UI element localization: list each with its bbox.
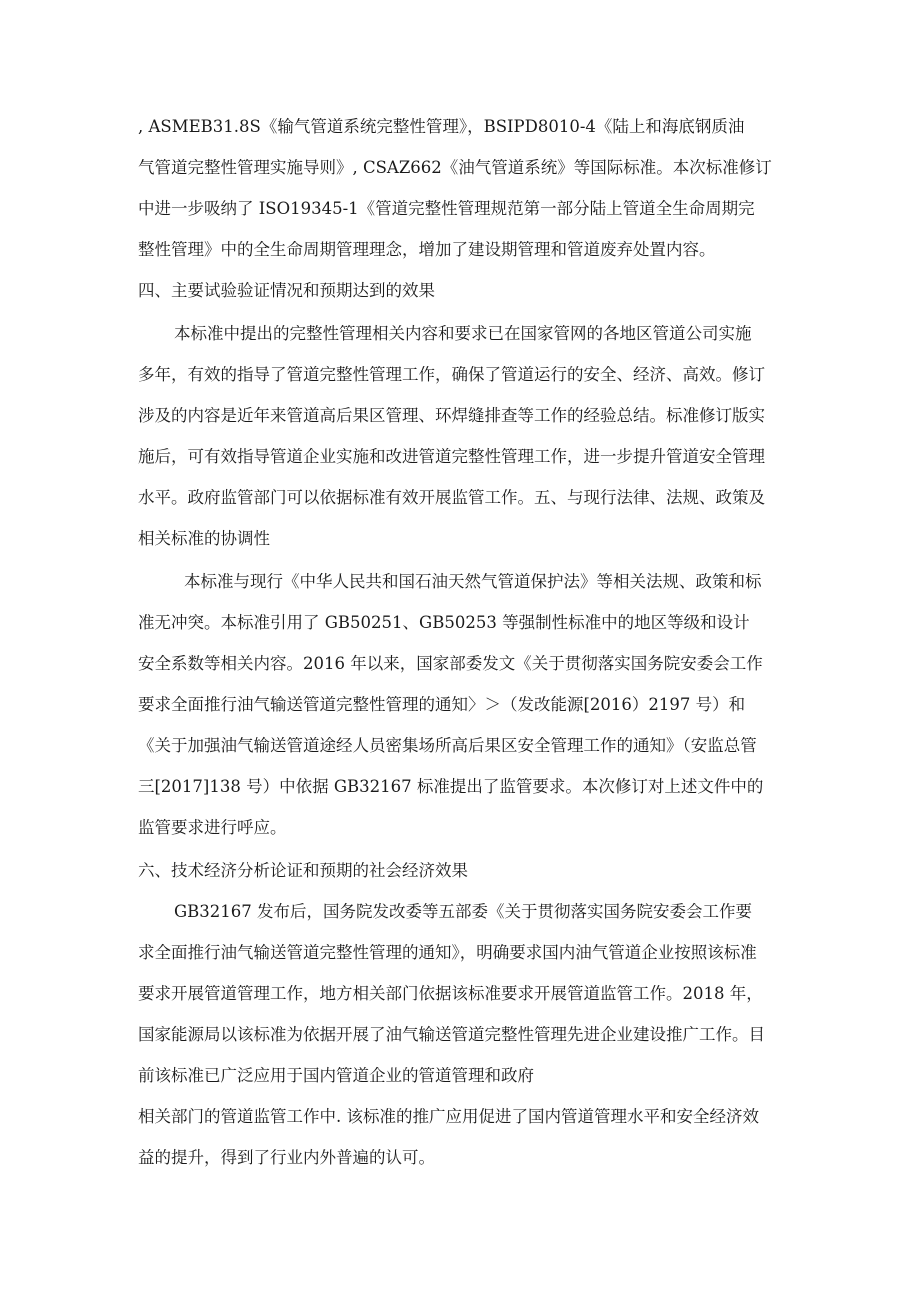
paragraph-line: 水平。政府监管部门可以依据标准有效开展监管工作。五、与现行法律、法规、政策及 <box>138 488 765 507</box>
paragraph-line: 国家能源局以该标准为依据开展了油气输送管道完整性管理先进企业建设推广工作。目 <box>138 1025 765 1044</box>
paragraph-line: 三[2017]138 号）中依据 GB32167 标准提出了监管要求。本次修订对上述文件中的 <box>138 777 764 796</box>
paragraph-line: 涉及的内容是近年来管道高后果区管理、环焊缝排查等工作的经验总结。标准修订版实 <box>138 406 765 425</box>
paragraph-line: 多年，有效的指导了管道完整性管理工作，确保了管道运行的安全、经济、高效。修订 <box>138 365 765 384</box>
section-heading-4: 四、主要试验验证情况和预期达到的效果 <box>138 281 435 300</box>
paragraph-line: 相关标准的协调性 <box>138 529 270 548</box>
paragraph-line: 整性管理》中的全生命周期管理理念，增加了建设期管理和管道废弃处置内容。 <box>138 240 716 259</box>
paragraph-line: 要求开展管道管理工作，地方相关部门依据该标准要求开展管道监管工作。2018 年， <box>138 984 763 1003</box>
paragraph-line: 安全系数等相关内容。2016 年以来，国家部委发文《关于贯彻落实国务院安委会工作 <box>138 654 763 673</box>
paragraph-line: 《关于加强油气输送管道途经人员密集场所高后果区安全管理工作的通知》（安监总管 <box>138 736 757 755</box>
paragraph-line: 要求全面推行油气输送管道完整性管理的通知〉＞（发改能源[2016）2197 号）和 <box>138 695 746 714</box>
paragraph-line: 施后，可有效指导管道企业实施和改进管道完整性管理工作，进一步提升管道安全管理 <box>138 447 765 466</box>
paragraph-line: , ASMEB31.8S《输气管道系统完整性管理》，BSIPD8010-4《陆上和海底钢质油 <box>138 117 745 136</box>
paragraph-line: GB32167 发布后，国务院发改委等五部委《关于贯彻落实国务院安委会工作要 <box>174 902 753 921</box>
paragraph-line: 前该标准已广泛应用于国内管道企业的管道管理和政府 <box>138 1066 534 1085</box>
paragraph-line: 益的提升，得到了行业内外普遍的认可。 <box>138 1148 435 1167</box>
paragraph-line: 气管道完整性管理实施导则》, CSAZ662《油气管道系统》等国际标准。本次标准修订 <box>138 158 772 177</box>
paragraph-line: 本标准与现行《中华人民共和国石油天然气管道保护法》等相关法规、政策和标 <box>184 572 762 591</box>
paragraph-line: 中进一步吸纳了 ISO19345-1《管道完整性管理规范第一部分陆上管道全生命周期完 <box>138 199 755 218</box>
paragraph-line: 求全面推行油气输送管道完整性管理的通知》，明确要求国内油气管道企业按照该标准 <box>138 943 757 962</box>
paragraph-line: 准无冲突。本标准引用了 GB50251、GB50253 等强制性标准中的地区等级和设计 <box>138 613 750 632</box>
paragraph-line: 本标准中提出的完整性管理相关内容和要求已在国家管网的各地区管道公司实施 <box>174 324 752 343</box>
paragraph-line: 监管要求进行呼应。 <box>138 818 287 837</box>
section-heading-6: 六、技术经济分析论证和预期的社会经济效果 <box>138 861 468 880</box>
paragraph-line: 相关部门的管道监管工作中. 该标准的推广应用促进了国内管道管理水平和安全经济效 <box>138 1107 759 1126</box>
